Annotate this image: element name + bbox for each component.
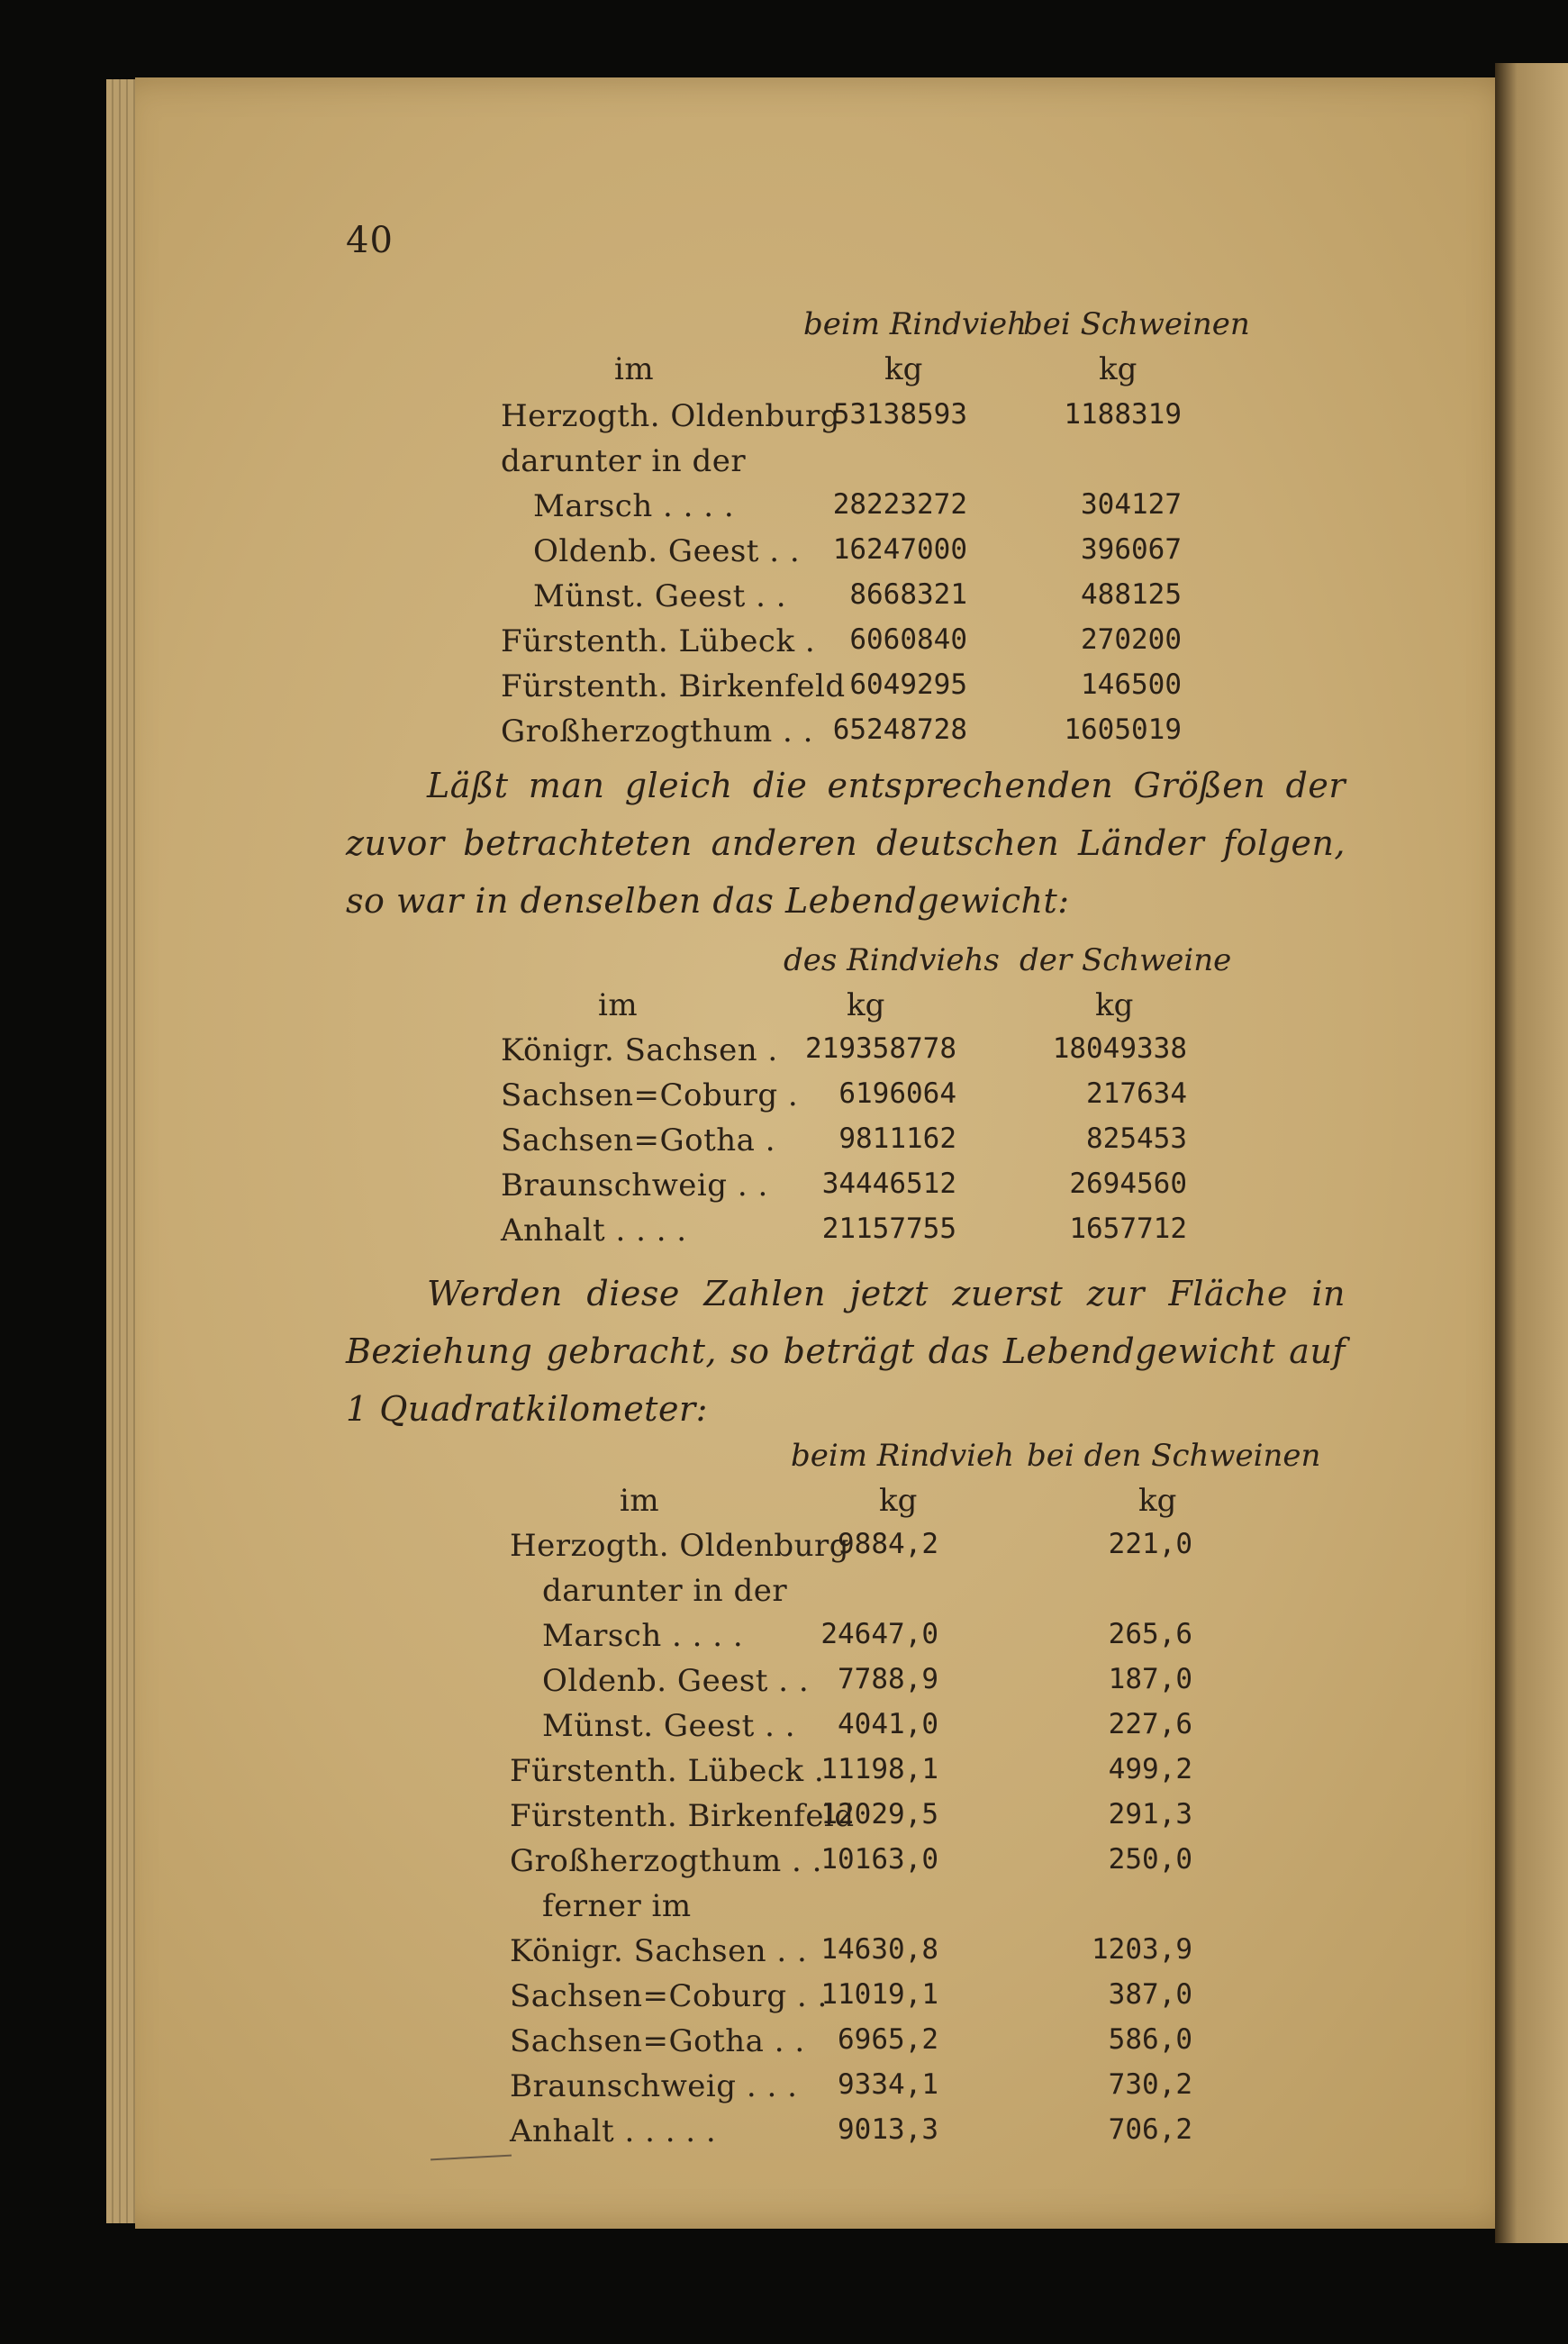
table-row <box>0 1708 1568 1753</box>
table-row <box>0 713 1568 759</box>
pig-value: 270200 <box>1081 623 1182 656</box>
column-header-cattle: des Rindviehs <box>784 942 1000 978</box>
row-label: Großherzogthum . . <box>501 713 813 750</box>
cattle-value: 6060840 <box>849 623 967 656</box>
row-label: Braunschweig . . . <box>510 2068 798 2104</box>
cattle-value: 28223272 <box>832 488 967 521</box>
row-label: Fürstenth. Lübeck . <box>501 623 816 659</box>
row-label: Münst. Geest . . <box>533 578 787 614</box>
table-row <box>0 578 1568 623</box>
pig-value: 706,2 <box>1108 2113 1192 2146</box>
unit-pigs: kg <box>1095 987 1134 1023</box>
unit-pigs: kg <box>1099 351 1137 387</box>
table-row <box>0 1077 1568 1122</box>
pig-value: 18049338 <box>1052 1032 1187 1065</box>
column-header-cattle: beim Rindvieh <box>803 306 1028 342</box>
row-label: Marsch . . . . <box>533 488 735 524</box>
row-label: Sachsen=Gotha . <box>501 1122 776 1158</box>
pig-value: 488125 <box>1081 578 1182 611</box>
cattle-value: 11198,1 <box>820 1753 938 1785</box>
pig-value: 227,6 <box>1108 1708 1192 1740</box>
row-label: Königr. Sachsen . <box>501 1032 778 1068</box>
pig-value: 730,2 <box>1108 2068 1192 2101</box>
row-label: darunter in der <box>501 443 747 479</box>
unit-cattle: kg <box>879 1483 918 1519</box>
row-label: Königr. Sachsen . . <box>510 1933 808 1969</box>
pig-value: 825453 <box>1086 1122 1187 1155</box>
table-row <box>0 668 1568 713</box>
table-row <box>0 1573 1568 1618</box>
paragraph-text: Werden diese Zahlen jetzt zuerst zur Fläche in Beziehung gebracht, so beträgt das Lebendgewicht auf 1 Quadratkilometer: <box>346 1274 1346 1429</box>
table-row <box>0 2023 1568 2068</box>
table-row <box>0 1978 1568 2023</box>
label-header: im <box>620 1483 660 1519</box>
cattle-value: 34446512 <box>821 1167 956 1200</box>
cattle-value: 24647,0 <box>820 1618 938 1650</box>
cattle-value: 10163,0 <box>820 1843 938 1876</box>
cattle-value: 65248728 <box>832 713 967 746</box>
cattle-value: 219358778 <box>805 1032 956 1065</box>
table-row <box>0 1032 1568 1077</box>
row-label: Fürstenth. Birkenfeld <box>510 1798 855 1834</box>
row-label: Fürstenth. Birkenfeld <box>501 668 846 704</box>
row-label: Großherzogthum . . <box>510 1843 822 1879</box>
table-row <box>0 533 1568 578</box>
cattle-value: 9013,3 <box>838 2113 938 2146</box>
pig-value: 217634 <box>1086 1077 1187 1110</box>
cattle-value: 7788,9 <box>838 1663 938 1695</box>
row-label: Braunschweig . . <box>501 1167 768 1204</box>
cattle-value: 12029,5 <box>820 1798 938 1831</box>
table-row <box>0 1843 1568 1888</box>
table-row <box>0 1933 1568 1978</box>
row-label: Oldenb. Geest . . <box>542 1663 810 1699</box>
unit-pigs: kg <box>1138 1483 1177 1519</box>
paragraph-intro-other-states <box>346 757 1346 930</box>
row-label: darunter in der <box>542 1573 788 1609</box>
column-header-pigs: der Schweine <box>1020 942 1232 978</box>
paragraph-text: Läßt man gleich die entsprechenden Größen der zuvor betrachteten anderen deutschen Länder folgen, so war in denselben das Lebendgewicht: <box>346 766 1346 921</box>
column-header-cattle: beim Rindvieh <box>791 1438 1015 1474</box>
table-row <box>0 1167 1568 1213</box>
cattle-value: 9334,1 <box>838 2068 938 2101</box>
row-label: Herzogth. Oldenburg <box>501 398 841 434</box>
pig-value: 250,0 <box>1108 1843 1192 1876</box>
table-row <box>0 1528 1568 1573</box>
cattle-value: 6196064 <box>838 1077 956 1110</box>
table-row <box>0 1753 1568 1798</box>
column-header-pigs: bei den Schweinen <box>1027 1438 1321 1474</box>
pig-value: 1188319 <box>1064 398 1182 431</box>
pig-value: 396067 <box>1081 533 1182 566</box>
unit-cattle: kg <box>884 351 923 387</box>
pig-value: 499,2 <box>1108 1753 1192 1785</box>
pig-value: 221,0 <box>1108 1528 1192 1560</box>
row-label: Sachsen=Coburg . <box>501 1077 799 1113</box>
table-row <box>0 398 1568 443</box>
pig-value: 146500 <box>1081 668 1182 701</box>
cattle-value: 6049295 <box>849 668 967 701</box>
paragraph-per-area <box>346 1265 1346 1438</box>
table-row <box>0 2068 1568 2113</box>
cattle-value: 4041,0 <box>838 1708 938 1740</box>
label-header: im <box>598 987 639 1023</box>
table-row <box>0 1888 1568 1933</box>
table-row <box>0 2113 1568 2158</box>
row-label: Fürstenth. Lübeck . <box>510 1753 825 1789</box>
cattle-value: 53138593 <box>832 398 967 431</box>
cattle-value: 14630,8 <box>820 1933 938 1966</box>
pig-value: 291,3 <box>1108 1798 1192 1831</box>
cattle-value: 9811162 <box>838 1122 956 1155</box>
cattle-value: 11019,1 <box>820 1978 938 2011</box>
table-row <box>0 1663 1568 1708</box>
table-row <box>0 623 1568 668</box>
pig-value: 304127 <box>1081 488 1182 521</box>
cattle-value: 16247000 <box>832 533 967 566</box>
column-header-pigs: bei Schweinen <box>1023 306 1250 342</box>
pig-value: 265,6 <box>1108 1618 1192 1650</box>
row-label: Sachsen=Coburg . . <box>510 1978 828 2014</box>
table-row <box>0 1122 1568 1167</box>
row-label: Herzogth. Oldenburg <box>510 1528 850 1564</box>
unit-cattle: kg <box>847 987 885 1023</box>
row-label: Münst. Geest . . <box>542 1708 796 1744</box>
pig-value: 2694560 <box>1069 1167 1187 1200</box>
row-label: Marsch . . . . <box>542 1618 744 1654</box>
table-row <box>0 488 1568 533</box>
cattle-value: 9884,2 <box>838 1528 938 1560</box>
cattle-value: 21157755 <box>821 1213 956 1245</box>
table-row <box>0 1798 1568 1843</box>
pig-value: 387,0 <box>1108 1978 1192 2011</box>
table-row <box>0 1213 1568 1258</box>
pig-value: 1203,9 <box>1092 1933 1192 1966</box>
table-row <box>0 1618 1568 1663</box>
pig-value: 1657712 <box>1069 1213 1187 1245</box>
row-label: ferner im <box>542 1888 692 1924</box>
pig-value: 586,0 <box>1108 2023 1192 2056</box>
row-label: Anhalt . . . . . <box>510 2113 717 2149</box>
cattle-value: 6965,2 <box>838 2023 938 2056</box>
label-header: im <box>614 351 655 387</box>
row-label: Oldenb. Geest . . <box>533 533 801 569</box>
cattle-value: 8668321 <box>849 578 967 611</box>
row-label: Sachsen=Gotha . . <box>510 2023 805 2059</box>
pig-value: 1605019 <box>1064 713 1182 746</box>
table-row <box>0 443 1568 488</box>
page-number: 40 <box>346 220 394 261</box>
row-label: Anhalt . . . . <box>501 1213 687 1249</box>
pig-value: 187,0 <box>1108 1663 1192 1695</box>
